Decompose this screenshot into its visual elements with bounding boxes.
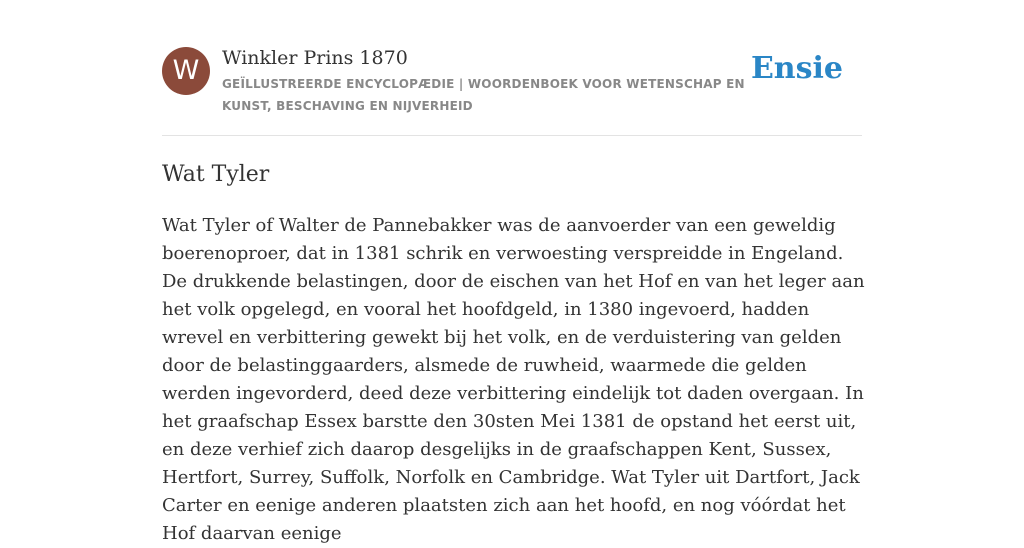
publication-title[interactable]: Winkler Prins 1870: [222, 47, 408, 69]
avatar[interactable]: W: [162, 47, 210, 95]
article-title: Wat Tyler: [162, 162, 270, 187]
ensie-logo[interactable]: Ensie: [750, 51, 843, 86]
publication-subtitle: GEÏLLUSTREERDE ENCYCLOPÆDIE | WOORDENBOEK VOOR WETENSCHAP EN KUNST, BESCHAVING EN NIJVERHEID: [222, 77, 745, 113]
publication-header: [162, 46, 862, 118]
header-divider: [162, 135, 862, 136]
article-body: Wat Tyler of Walter de Pannebakker was de aanvoerder van een geweldig boerenoproer, dat in 1381 schrik en verwoesting verspreidde in Engeland. De drukkende belastingen, door de eischen van het Hof en van het leger aan het volk opgelegd, en vooral het hoofdgeld, in 1380 ingevoerd, hadden wrevel en verbittering gewekt bij het volk, en de verduistering van gelden door de belastinggaarders, alsmede de ruwheid, waarmede die gelden werden ingevorderd, deed deze verbittering eindelijk tot daden overgaan. In het graafschap Essex barstte den 30sten Mei 1381 de opstand het eerst uit, en deze verhief zich daarop desgelijks in de graafschappen Kent, Sussex, Hertfort, Surrey, Suffolk, Norfolk en Cambridge. Wat Tyler uit Dartfort, Jack Carter en eenige anderen plaatsten zich aan het hoofd, en nog vóórdat het Hof daarvan eenige: [162, 215, 865, 544]
